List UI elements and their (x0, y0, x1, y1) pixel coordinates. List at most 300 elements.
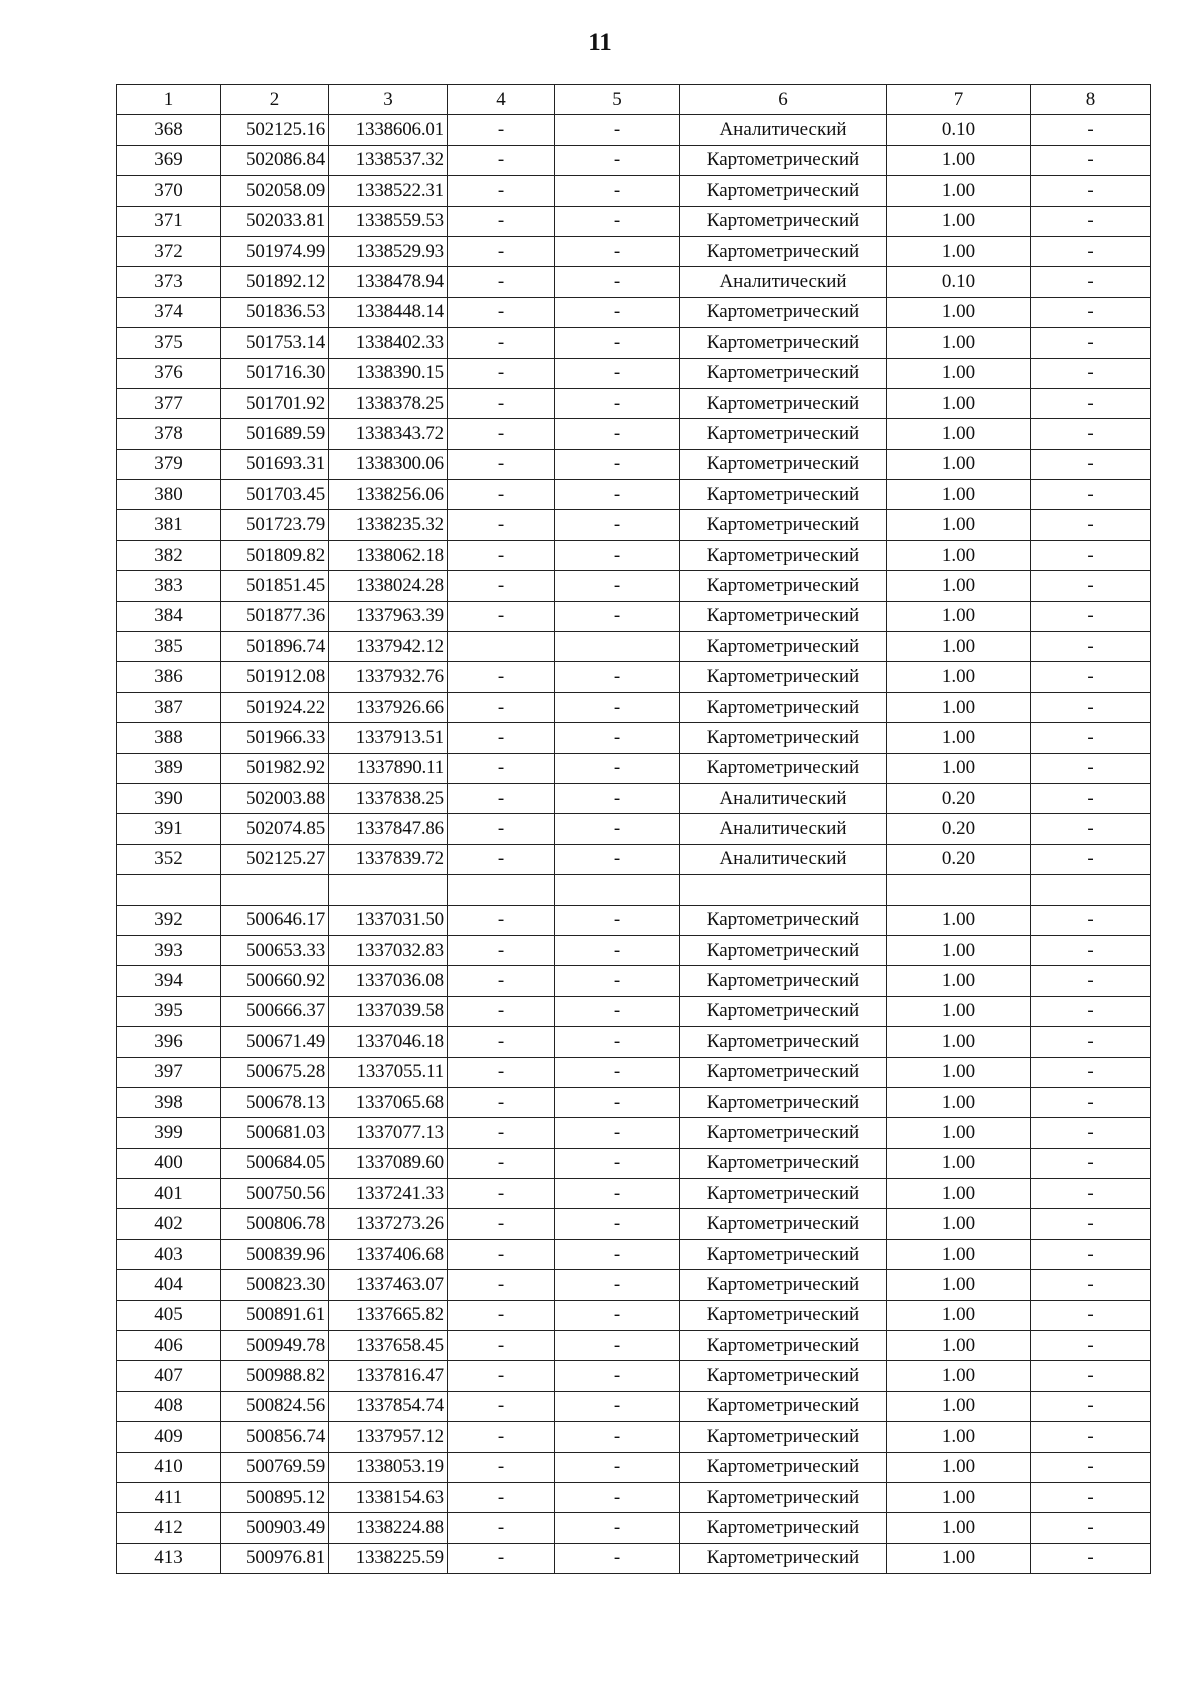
point-number-cell: 373 (117, 267, 221, 297)
col-4-value-cell: - (448, 723, 555, 753)
col-8-value-cell: - (1031, 996, 1151, 1026)
col-4-value-cell: - (448, 935, 555, 965)
coordinate-x-cell: 502033.81 (221, 206, 329, 236)
col-4-value-cell: - (448, 1331, 555, 1361)
col-5-value-cell: - (555, 1057, 680, 1087)
point-number-cell: 386 (117, 662, 221, 692)
coordinate-y-cell: 1338478.94 (329, 267, 448, 297)
col-5-value-cell: - (555, 814, 680, 844)
point-number-cell: 352 (117, 844, 221, 874)
table-row (117, 1270, 1151, 1300)
coordinate-x-cell: 500806.78 (221, 1209, 329, 1239)
method-cell: Картометрический (680, 1331, 887, 1361)
col-4-value-cell: - (448, 753, 555, 783)
accuracy-cell: 1.00 (887, 388, 1031, 418)
col-5-value-cell: - (555, 480, 680, 510)
coordinate-y-cell: 1337046.18 (329, 1027, 448, 1057)
coordinate-x-cell: 502086.84 (221, 145, 329, 175)
coordinate-y-cell: 1337816.47 (329, 1361, 448, 1391)
col-5-value-cell: - (555, 1270, 680, 1300)
coordinate-x-cell: 502003.88 (221, 783, 329, 813)
col-8-value-cell: - (1031, 1422, 1151, 1452)
accuracy-cell: 0.20 (887, 814, 1031, 844)
col-4-value-cell: - (448, 844, 555, 874)
col-4-value-cell: - (448, 783, 555, 813)
col-8-value-cell: - (1031, 1300, 1151, 1330)
point-number-cell: 378 (117, 419, 221, 449)
accuracy-cell: 1.00 (887, 1482, 1031, 1512)
column-header: 2 (221, 85, 329, 115)
accuracy-cell: 1.00 (887, 1179, 1031, 1209)
column-header: 1 (117, 85, 221, 115)
point-number-cell (117, 875, 221, 905)
coordinate-y-cell: 1338154.63 (329, 1482, 448, 1512)
col-8-value-cell: - (1031, 1270, 1151, 1300)
accuracy-cell: 1.00 (887, 1239, 1031, 1269)
coordinate-x-cell: 501912.08 (221, 662, 329, 692)
coordinate-y-cell: 1338224.88 (329, 1513, 448, 1543)
table-row (117, 510, 1151, 540)
point-number-cell: 392 (117, 905, 221, 935)
table-row (117, 145, 1151, 175)
method-cell: Аналитический (680, 814, 887, 844)
col-4-value-cell: - (448, 115, 555, 145)
method-cell: Картометрический (680, 1482, 887, 1512)
col-8-value-cell: - (1031, 358, 1151, 388)
col-5-value-cell: - (555, 1543, 680, 1573)
col-5-value-cell: - (555, 723, 680, 753)
coordinate-x-cell: 500976.81 (221, 1543, 329, 1573)
accuracy-cell: 1.00 (887, 1452, 1031, 1482)
col-4-value-cell: - (448, 1270, 555, 1300)
coordinate-y-cell: 1337854.74 (329, 1391, 448, 1421)
col-8-value-cell: - (1031, 388, 1151, 418)
table-row (117, 935, 1151, 965)
col-5-value-cell: - (555, 358, 680, 388)
coordinate-x-cell: 500949.78 (221, 1331, 329, 1361)
coordinate-x-cell: 500671.49 (221, 1027, 329, 1057)
method-cell: Картометрический (680, 1179, 887, 1209)
coordinate-x-cell: 500891.61 (221, 1300, 329, 1330)
col-5-value-cell: - (555, 1422, 680, 1452)
table-row (117, 449, 1151, 479)
table-row (117, 571, 1151, 601)
coordinate-y-cell: 1337963.39 (329, 601, 448, 631)
table-row (117, 358, 1151, 388)
point-number-cell: 385 (117, 632, 221, 662)
header-row (117, 85, 1151, 115)
coordinate-x-cell: 502125.16 (221, 115, 329, 145)
coordinate-y-cell: 1337036.08 (329, 966, 448, 996)
col-5-value-cell: - (555, 176, 680, 206)
col-8-value-cell: - (1031, 1361, 1151, 1391)
accuracy-cell: 1.00 (887, 449, 1031, 479)
col-5-value-cell: - (555, 905, 680, 935)
accuracy-cell: 1.00 (887, 510, 1031, 540)
col-5-value-cell: - (555, 145, 680, 175)
method-cell: Картометрический (680, 1543, 887, 1573)
coordinate-x-cell: 500684.05 (221, 1148, 329, 1178)
col-8-value-cell: - (1031, 419, 1151, 449)
col-8-value-cell: - (1031, 632, 1151, 662)
accuracy-cell: 1.00 (887, 1391, 1031, 1421)
point-number-cell: 400 (117, 1148, 221, 1178)
coordinate-y-cell: 1337957.12 (329, 1422, 448, 1452)
coordinate-x-cell: 501809.82 (221, 540, 329, 570)
col-4-value-cell: - (448, 662, 555, 692)
method-cell: Картометрический (680, 1027, 887, 1057)
coordinate-y-cell: 1338522.31 (329, 176, 448, 206)
col-8-value-cell: - (1031, 1331, 1151, 1361)
coordinate-y-cell: 1337089.60 (329, 1148, 448, 1178)
col-8-value-cell: - (1031, 1179, 1151, 1209)
table-row (117, 662, 1151, 692)
method-cell: Картометрический (680, 996, 887, 1026)
col-5-value-cell: - (555, 1118, 680, 1148)
table-row (117, 1452, 1151, 1482)
col-4-value-cell: - (448, 1179, 555, 1209)
col-5-value-cell: - (555, 206, 680, 236)
col-5-value-cell: - (555, 1391, 680, 1421)
method-cell: Картометрический (680, 905, 887, 935)
method-cell: Картометрический (680, 753, 887, 783)
table-row (117, 1027, 1151, 1057)
table-row (117, 176, 1151, 206)
col-4-value-cell: - (448, 145, 555, 175)
coordinate-y-cell: 1338606.01 (329, 115, 448, 145)
col-5-value-cell (555, 632, 680, 662)
point-number-cell: 399 (117, 1118, 221, 1148)
col-8-value-cell: - (1031, 905, 1151, 935)
col-5-value-cell: - (555, 935, 680, 965)
coordinate-y-cell: 1337032.83 (329, 935, 448, 965)
col-5-value-cell: - (555, 1513, 680, 1543)
method-cell: Картометрический (680, 1209, 887, 1239)
coordinate-y-cell: 1338053.19 (329, 1452, 448, 1482)
col-8-value-cell: - (1031, 145, 1151, 175)
point-number-cell: 390 (117, 783, 221, 813)
coordinate-y-cell: 1337031.50 (329, 905, 448, 935)
accuracy-cell: 1.00 (887, 1422, 1031, 1452)
table-row (117, 1239, 1151, 1269)
table-row (117, 1422, 1151, 1452)
coordinate-x-cell: 502058.09 (221, 176, 329, 206)
table-row (117, 966, 1151, 996)
col-8-value-cell: - (1031, 723, 1151, 753)
point-number-cell: 376 (117, 358, 221, 388)
col-8-value-cell: - (1031, 297, 1151, 327)
coordinate-y-cell: 1338225.59 (329, 1543, 448, 1573)
accuracy-cell: 1.00 (887, 540, 1031, 570)
col-5-value-cell: - (555, 1452, 680, 1482)
method-cell: Картометрический (680, 966, 887, 996)
coordinate-x-cell: 501924.22 (221, 692, 329, 722)
point-number-cell: 396 (117, 1027, 221, 1057)
method-cell: Аналитический (680, 267, 887, 297)
method-cell: Картометрический (680, 571, 887, 601)
method-cell: Картометрический (680, 176, 887, 206)
table-row (117, 692, 1151, 722)
method-cell: Картометрический (680, 1422, 887, 1452)
column-header: 7 (887, 85, 1031, 115)
col-4-value-cell: - (448, 236, 555, 266)
method-cell: Картометрический (680, 388, 887, 418)
col-4-value-cell: - (448, 996, 555, 1026)
accuracy-cell: 1.00 (887, 905, 1031, 935)
col-5-value-cell: - (555, 328, 680, 358)
col-5-value-cell: - (555, 1482, 680, 1512)
accuracy-cell: 1.00 (887, 145, 1031, 175)
col-5-value-cell: - (555, 571, 680, 601)
point-number-cell: 382 (117, 540, 221, 570)
col-4-value-cell: - (448, 1057, 555, 1087)
coordinate-y-cell: 1337665.82 (329, 1300, 448, 1330)
col-4-value-cell: - (448, 1239, 555, 1269)
method-cell: Картометрический (680, 358, 887, 388)
col-8-value-cell: - (1031, 1543, 1151, 1573)
accuracy-cell: 1.00 (887, 692, 1031, 722)
method-cell: Картометрический (680, 1148, 887, 1178)
point-number-cell: 368 (117, 115, 221, 145)
accuracy-cell: 1.00 (887, 1148, 1031, 1178)
col-4-value-cell: - (448, 692, 555, 722)
table-row (117, 540, 1151, 570)
accuracy-cell: 0.10 (887, 267, 1031, 297)
accuracy-cell: 1.00 (887, 1270, 1031, 1300)
coordinate-y-cell: 1337932.76 (329, 662, 448, 692)
table-row (117, 1482, 1151, 1512)
point-number-cell: 409 (117, 1422, 221, 1452)
col-5-value-cell: - (555, 966, 680, 996)
coordinate-y-cell: 1338448.14 (329, 297, 448, 327)
point-number-cell: 380 (117, 480, 221, 510)
coordinate-x-cell: 501693.31 (221, 449, 329, 479)
coordinate-y-cell: 1337913.51 (329, 723, 448, 753)
table-row (117, 783, 1151, 813)
col-8-value-cell: - (1031, 966, 1151, 996)
col-4-value-cell: - (448, 1361, 555, 1391)
col-8-value-cell: - (1031, 814, 1151, 844)
point-number-cell: 395 (117, 996, 221, 1026)
coordinate-x-cell: 500823.30 (221, 1270, 329, 1300)
point-number-cell: 405 (117, 1300, 221, 1330)
table-row (117, 480, 1151, 510)
point-number-cell: 370 (117, 176, 221, 206)
col-8-value-cell: - (1031, 753, 1151, 783)
coordinate-y-cell: 1338537.32 (329, 145, 448, 175)
col-8-value-cell: - (1031, 935, 1151, 965)
point-number-cell: 408 (117, 1391, 221, 1421)
coordinate-x-cell: 501974.99 (221, 236, 329, 266)
col-4-value-cell: - (448, 510, 555, 540)
col-4-value-cell: - (448, 1422, 555, 1452)
point-number-cell: 383 (117, 571, 221, 601)
point-number-cell: 397 (117, 1057, 221, 1087)
table-row (117, 1543, 1151, 1573)
accuracy-cell: 1.00 (887, 480, 1031, 510)
table-row (117, 875, 1151, 905)
method-cell: Картометрический (680, 145, 887, 175)
table-row (117, 905, 1151, 935)
table-row (117, 1118, 1151, 1148)
point-number-cell: 394 (117, 966, 221, 996)
col-4-value-cell (448, 632, 555, 662)
col-4-value-cell: - (448, 297, 555, 327)
col-4-value-cell: - (448, 267, 555, 297)
col-5-value-cell: - (555, 1179, 680, 1209)
accuracy-cell: 1.00 (887, 236, 1031, 266)
col-4-value-cell: - (448, 571, 555, 601)
coordinate-x-cell: 501966.33 (221, 723, 329, 753)
col-5-value-cell: - (555, 1087, 680, 1117)
coordinate-y-cell (329, 875, 448, 905)
col-5-value-cell: - (555, 510, 680, 540)
col-4-value-cell: - (448, 206, 555, 236)
column-header: 5 (555, 85, 680, 115)
col-8-value-cell: - (1031, 1027, 1151, 1057)
col-8-value-cell: - (1031, 540, 1151, 570)
accuracy-cell: 1.00 (887, 1331, 1031, 1361)
coordinate-x-cell: 501892.12 (221, 267, 329, 297)
point-number-cell: 412 (117, 1513, 221, 1543)
point-number-cell: 398 (117, 1087, 221, 1117)
col-8-value-cell: - (1031, 844, 1151, 874)
method-cell: Картометрический (680, 1057, 887, 1087)
coordinate-x-cell: 501703.45 (221, 480, 329, 510)
coordinate-y-cell: 1338343.72 (329, 419, 448, 449)
col-8-value-cell: - (1031, 601, 1151, 631)
col-8-value-cell: - (1031, 328, 1151, 358)
method-cell: Картометрический (680, 236, 887, 266)
col-4-value-cell: - (448, 1513, 555, 1543)
accuracy-cell: 1.00 (887, 753, 1031, 783)
table-row (117, 753, 1151, 783)
accuracy-cell: 1.00 (887, 632, 1031, 662)
accuracy-cell: 1.00 (887, 662, 1031, 692)
point-number-cell: 388 (117, 723, 221, 753)
coordinate-x-cell (221, 875, 329, 905)
point-number-cell: 404 (117, 1270, 221, 1300)
point-number-cell: 372 (117, 236, 221, 266)
point-number-cell: 391 (117, 814, 221, 844)
coordinate-y-cell: 1338378.25 (329, 388, 448, 418)
method-cell: Аналитический (680, 844, 887, 874)
col-5-value-cell: - (555, 996, 680, 1026)
coordinate-x-cell: 502074.85 (221, 814, 329, 844)
point-number-cell: 369 (117, 145, 221, 175)
col-5-value-cell: - (555, 540, 680, 570)
method-cell: Картометрический (680, 1391, 887, 1421)
coordinate-y-cell: 1338256.06 (329, 480, 448, 510)
coordinate-y-cell: 1337658.45 (329, 1331, 448, 1361)
table-row (117, 723, 1151, 753)
col-4-value-cell: - (448, 1148, 555, 1178)
col-4-value-cell: - (448, 1300, 555, 1330)
col-4-value-cell: - (448, 480, 555, 510)
coordinate-y-cell: 1338235.32 (329, 510, 448, 540)
table-row (117, 1179, 1151, 1209)
column-header: 3 (329, 85, 448, 115)
method-cell: Картометрический (680, 540, 887, 570)
point-number-cell: 403 (117, 1239, 221, 1269)
table-row (117, 601, 1151, 631)
table-row (117, 814, 1151, 844)
accuracy-cell: 1.00 (887, 328, 1031, 358)
accuracy-cell: 1.00 (887, 1300, 1031, 1330)
coordinate-y-cell: 1338390.15 (329, 358, 448, 388)
coordinate-y-cell: 1337839.72 (329, 844, 448, 874)
accuracy-cell: 1.00 (887, 1543, 1031, 1573)
col-5-value-cell: - (555, 449, 680, 479)
col-5-value-cell (555, 875, 680, 905)
accuracy-cell: 1.00 (887, 176, 1031, 206)
coordinate-x-cell: 500895.12 (221, 1482, 329, 1512)
coordinate-y-cell: 1337065.68 (329, 1087, 448, 1117)
coordinate-x-cell: 501716.30 (221, 358, 329, 388)
column-header: 4 (448, 85, 555, 115)
table-row (117, 115, 1151, 145)
point-number-cell: 406 (117, 1331, 221, 1361)
col-4-value-cell: - (448, 1391, 555, 1421)
table-row (117, 297, 1151, 327)
col-5-value-cell: - (555, 115, 680, 145)
column-header: 6 (680, 85, 887, 115)
coordinate-y-cell: 1337039.58 (329, 996, 448, 1026)
method-cell: Картометрический (680, 662, 887, 692)
method-cell: Картометрический (680, 1239, 887, 1269)
table-row (117, 328, 1151, 358)
method-cell: Картометрический (680, 1452, 887, 1482)
accuracy-cell: 1.00 (887, 419, 1031, 449)
col-4-value-cell (448, 875, 555, 905)
col-8-value-cell: - (1031, 1118, 1151, 1148)
col-5-value-cell: - (555, 1361, 680, 1391)
col-4-value-cell: - (448, 814, 555, 844)
accuracy-cell: 1.00 (887, 297, 1031, 327)
col-5-value-cell: - (555, 236, 680, 266)
col-8-value-cell: - (1031, 1239, 1151, 1269)
col-5-value-cell: - (555, 1300, 680, 1330)
col-5-value-cell: - (555, 419, 680, 449)
point-number-cell: 410 (117, 1452, 221, 1482)
coordinate-x-cell: 500675.28 (221, 1057, 329, 1087)
coordinate-x-cell: 500750.56 (221, 1179, 329, 1209)
col-8-value-cell: - (1031, 1087, 1151, 1117)
method-cell: Картометрический (680, 1118, 887, 1148)
coordinate-y-cell: 1337890.11 (329, 753, 448, 783)
method-cell: Картометрический (680, 692, 887, 722)
col-5-value-cell: - (555, 1027, 680, 1057)
accuracy-cell: 1.00 (887, 358, 1031, 388)
col-8-value-cell: - (1031, 692, 1151, 722)
column-header: 8 (1031, 85, 1151, 115)
col-4-value-cell: - (448, 1543, 555, 1573)
col-8-value-cell: - (1031, 571, 1151, 601)
col-4-value-cell: - (448, 1027, 555, 1057)
col-5-value-cell: - (555, 601, 680, 631)
col-4-value-cell: - (448, 388, 555, 418)
method-cell: Аналитический (680, 783, 887, 813)
col-8-value-cell (1031, 875, 1151, 905)
method-cell: Картометрический (680, 510, 887, 540)
coordinate-y-cell: 1338024.28 (329, 571, 448, 601)
col-8-value-cell: - (1031, 206, 1151, 236)
coordinate-x-cell: 500678.13 (221, 1087, 329, 1117)
point-number-cell: 393 (117, 935, 221, 965)
coordinate-y-cell: 1338529.93 (329, 236, 448, 266)
coordinate-x-cell: 502125.27 (221, 844, 329, 874)
point-number-cell: 381 (117, 510, 221, 540)
